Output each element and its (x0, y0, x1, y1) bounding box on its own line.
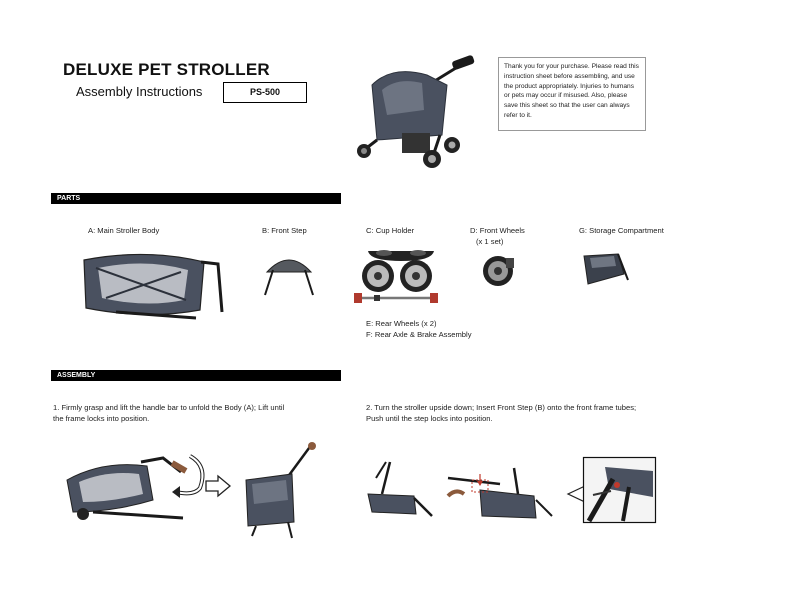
part-c-label: C: Cup Holder (366, 226, 415, 235)
main-stroller-body-image (76, 250, 226, 325)
step-2-insert-step-image (444, 460, 556, 524)
rear-wheels-image (358, 258, 438, 294)
part-f-label: F: Rear Axle & Brake Assembly (366, 330, 472, 339)
part-a-label: A: Main Stroller Body (88, 226, 160, 235)
storage-compartment-image (578, 250, 630, 288)
part-b-label: B: Front Step (262, 226, 307, 235)
hero-stroller-image (352, 55, 482, 170)
step-1-text-line1: 1. Firmly grasp and lift the handle bar to unfold the Body (A); Lift until (53, 403, 285, 412)
part-d-label: D: Front Wheels (470, 226, 525, 235)
model-number-box: PS-500 (223, 82, 307, 103)
parts-section-header: PARTS (51, 193, 341, 204)
lift-motion-arrow-icon (170, 452, 210, 498)
assembly-section-header: ASSEMBLY (51, 370, 341, 381)
part-e-label: E: Rear Wheels (x 2) (366, 319, 437, 328)
part-d-quantity: (x 1 set) (476, 237, 504, 246)
front-step-image (259, 250, 319, 300)
rear-axle-brake-image (352, 291, 440, 305)
step-1-text-line2: the frame locks into position. (53, 414, 150, 423)
step-2-detail-closeup-image (583, 457, 656, 523)
part-g-label: G: Storage Compartment (579, 226, 664, 235)
step-2-text-line2: Push until the step locks into position. (366, 414, 493, 423)
notice-box: Thank you for your purchase. Please read this instruction sheet before assembling, and use the product appropriately. Injuries to humans or pets may occur if misused. Also, please save this sheet so that the user can always refer to it. (498, 57, 646, 131)
document-subtitle: Assembly Instructions (76, 84, 203, 99)
document-title: DELUXE PET STROLLER (63, 60, 270, 79)
next-step-arrow-icon (205, 475, 231, 497)
step-2-upside-down-stroller-image (362, 458, 440, 520)
step-2-text-line1: 2. Turn the stroller upside down; Insert Front Step (B) onto the front frame tubes; (366, 403, 637, 412)
front-wheels-image (480, 254, 518, 288)
step-1-unfolded-stroller-image (242, 440, 322, 540)
